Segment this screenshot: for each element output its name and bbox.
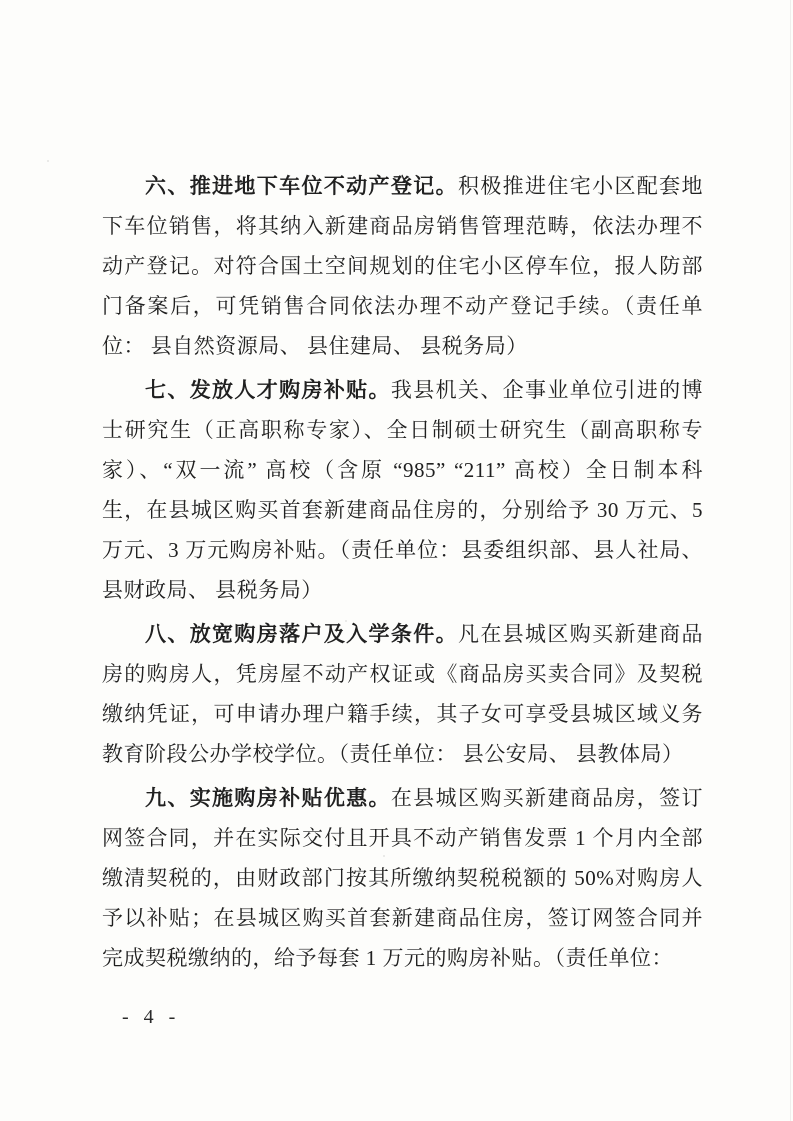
text-line: 房的购房人，凭房屋不动产权证或《商品房买卖合同》及契税 — [102, 662, 703, 686]
text-line: 缴纳凭证，可申请办理户籍手续，其子女可享受县城区域义务 — [102, 702, 703, 726]
text-line: 缴清契税的，由财政部门按其所缴纳契税税额的 50%对购房人 — [102, 866, 703, 890]
clause-heading: 七、发放人才购房补贴。 — [145, 379, 391, 402]
text-line: 予以补贴；在县城区购买首套新建商品住房，签订网签合同并 — [102, 906, 703, 930]
paper-speck — [47, 160, 49, 162]
text-line: 万元、3 万元购房补贴。（责任单位：县委组织部、县人社局、 — [102, 538, 703, 562]
clause-heading: 六、推进地下车位不动产登记。 — [145, 175, 458, 198]
text-line: 门备案后，可凭销售合同依法办理不动产登记手续。（责任单 — [102, 294, 703, 318]
paragraph-clause-2 — [102, 370, 703, 610]
line-text: 在县城区购买新建商品房，签订 — [390, 786, 703, 810]
text-line — [102, 778, 703, 818]
text-line: 士研究生（正高职称专家）、全日制硕士研究生（副高职称专 — [102, 418, 703, 442]
text-line: 下车位销售，将其纳入新建商品房销售管理范畴，依法办理不 — [102, 214, 703, 238]
line-text: 凡在县城区购买新建商品 — [457, 622, 703, 646]
text-line: 完成契税缴纳的，给予每套 1 万元的购房补贴。（责任单位： — [102, 946, 673, 970]
text-line: 位： 县自然资源局、 县住建局、 县税务局） — [102, 334, 528, 358]
paragraph-clause-4 — [102, 778, 703, 978]
line-text: 我县机关、企事业单位引进的博 — [390, 378, 703, 402]
clause-heading: 九、实施购房补贴优惠。 — [145, 787, 391, 810]
text-line — [102, 370, 703, 410]
page-number: - 4 - — [122, 1006, 181, 1028]
document-body — [102, 166, 703, 978]
text-line: 网签合同，并在实际交付且开具不动产销售发票 1 个月内全部 — [102, 826, 703, 850]
text-line — [102, 166, 703, 206]
text-line: 生，在县城区购买首套新建商品住房的，分别给予 30 万元、5 — [102, 498, 703, 522]
text-line — [102, 614, 703, 654]
paragraph-clause-3 — [102, 614, 703, 774]
line-text: 积极推进住宅小区配套地 — [457, 174, 703, 198]
clause-heading: 八、放宽购房落户及入学条件。 — [145, 623, 458, 646]
paragraph-clause-1 — [102, 166, 703, 366]
text-line: 教育阶段公办学校学位。（责任单位： 县公安局、 县教体局） — [102, 742, 684, 766]
text-line: 县财政局、 县税务局） — [102, 578, 323, 602]
text-line: 家）、“双一流” 高校（含原 “985” “211” 高校）全日制本科 — [102, 458, 703, 482]
text-line: 动产登记。对符合国土空间规划的住宅小区停车位，报人防部 — [102, 254, 703, 278]
